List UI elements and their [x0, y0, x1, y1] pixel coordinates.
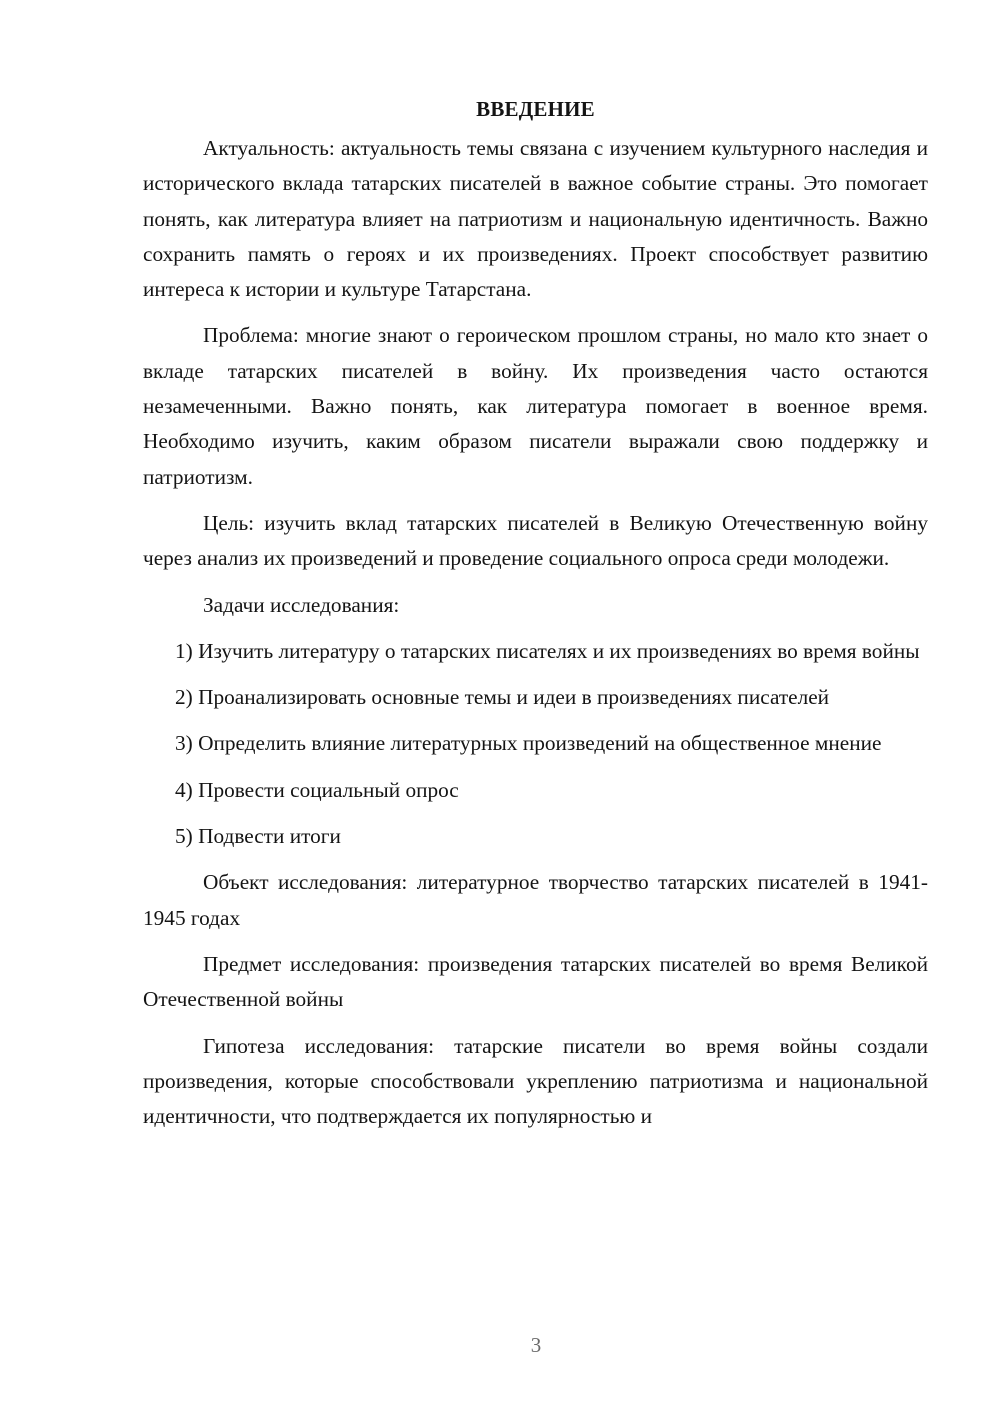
tasks-heading: Задачи исследования:: [203, 592, 400, 617]
page-number: 3: [530, 1333, 542, 1357]
task-item-4: 4) Провести социальный опрос: [175, 777, 459, 802]
hypothesis-paragraph: Гипотеза исследования: татарские писатели во время войны создали произведения, которые способствовали укреплению патриотизма и национальной идентичности, что подтверждается их популярностью и: [143, 1033, 928, 1129]
section-title: ВВЕДЕНИЕ: [476, 97, 595, 121]
task-item-5: 5) Подвести итоги: [175, 824, 341, 849]
task-item-1: 1) Изучить литературу о татарских писателях и их произведениях во время войны: [175, 638, 920, 663]
problem-paragraph: Проблема: многие знают о героическом прошлом страны, но мало кто знает о вкладе татарских писателей в войну. Их произведения часто остаются незамеченными. Важно понять, как литература помогает в военное время. Необходимо изучить, каким образом писатели выражали свою поддержку и патриотизм.: [143, 323, 928, 489]
object-paragraph: Объект исследования: литературное творчество татарских писателей в 1941-1945 годах: [143, 870, 928, 930]
subject-paragraph: Предмет исследования: произведения татарских писателей во время Великой Отечественной войны: [143, 951, 928, 1012]
goal-paragraph: Цель: изучить вклад татарских писателей в Великую Отечественную войну через анализ их произведений и проведение социального опроса среди молодежи.: [143, 510, 928, 571]
task-item-3: 3) Определить влияние литературных произведений на общественное мнение: [175, 731, 882, 756]
document-page: [143, 92, 928, 1134]
task-item-2: 2) Проанализировать основные темы и идеи в произведениях писателей: [175, 685, 830, 710]
relevance-paragraph: Актуальность: актуальность темы связана с изучением культурного наследия и исторического вклада татарских писателей в важное событие страны. Это помогает понять, как литература влияет на патриотизм и национальную идентичность. Важно сохранить память о героях и их произведениях. Проект способствует развитию интереса к истории и культуре Татарстана.: [143, 136, 928, 302]
